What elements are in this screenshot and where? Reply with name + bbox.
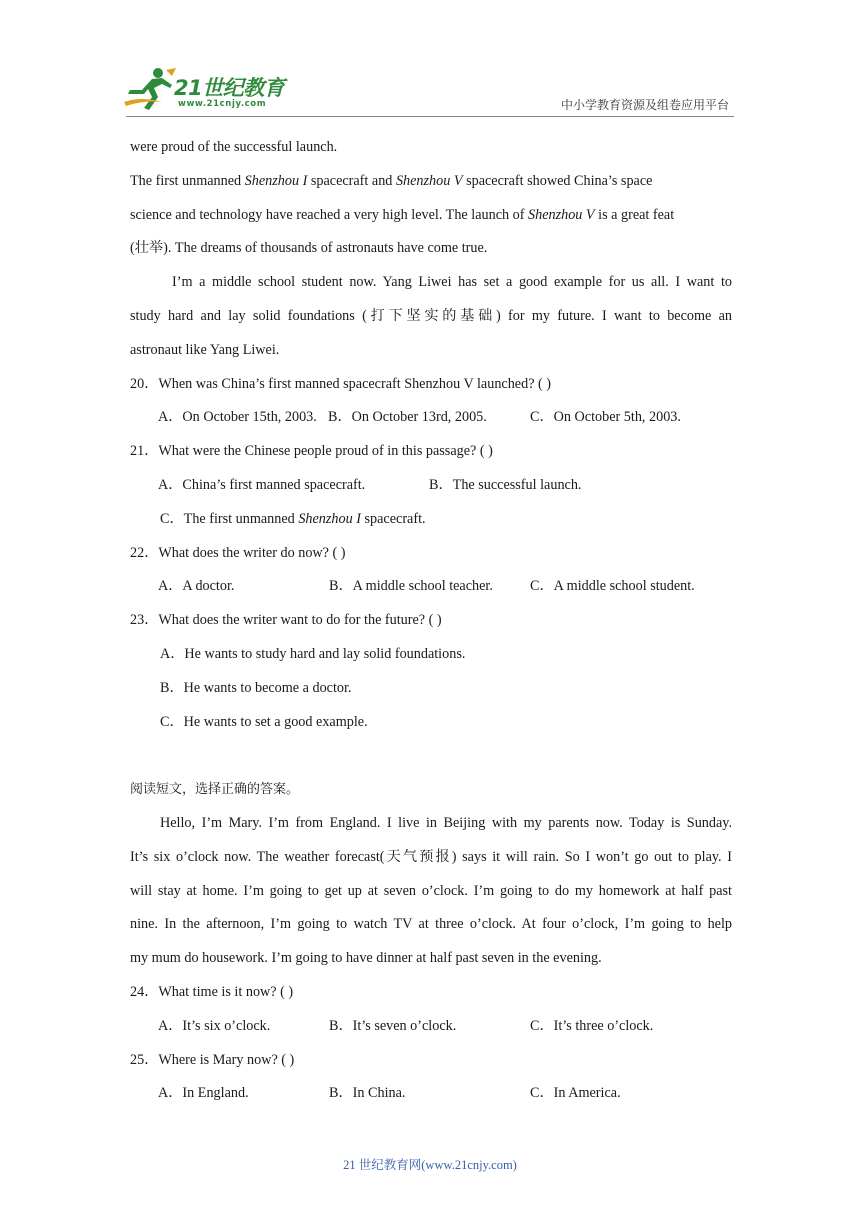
- header-platform-text: 中小学教育资源及组卷应用平台: [560, 98, 729, 112]
- option-c[interactable]: C．He wants to set a good example.: [160, 713, 368, 730]
- question-21-stem: 21．What were the Chinese people proud of in this passage? ( ): [130, 443, 493, 460]
- passage-line: my mum do housework. I’m going to have dinner at half past seven in the evening.: [130, 950, 602, 967]
- runner-logo-icon: [122, 66, 178, 112]
- section-instruction: 阅读短文，选择正确的答案。: [130, 782, 300, 798]
- document-body: [130, 136, 732, 1116]
- passage-line: study hard and lay solid foundations (打下坚实的基础) for my future. I want to become an: [130, 307, 732, 324]
- option-c[interactable]: C．A middle school student.: [530, 578, 695, 595]
- passage-line: nine. In the afternoon, I’m going to watch TV at three o’clock. At four o’clock, I’m going to help: [130, 916, 732, 933]
- passage-line: will stay at home. I’m going to get up at seven o’clock. I’m going to do my homework at half past: [130, 882, 732, 899]
- option-a[interactable]: A．China’s first manned spacecraft.: [158, 476, 366, 493]
- question-22-stem: 22．What does the writer do now? ( ): [130, 544, 346, 561]
- option-c[interactable]: C．In America.: [530, 1085, 621, 1102]
- option-a[interactable]: A．He wants to study hard and lay solid foundations.: [160, 645, 466, 662]
- passage-line: I’m a middle school student now. Yang Liwei has set a good example for us all. I want to: [172, 274, 732, 291]
- passage-line: Hello, I’m Mary. I’m from England. I live in Beijing with my parents now. Today is Sunday.: [160, 814, 732, 831]
- option-b[interactable]: B．The successful launch.: [429, 476, 582, 493]
- option-a[interactable]: A．A doctor.: [158, 578, 235, 595]
- passage-line: The first unmanned Shenzhou I spacecraft and Shenzhou V spacecraft showed China’s space: [130, 172, 653, 189]
- option-b[interactable]: B．It’s seven o’clock.: [329, 1017, 457, 1034]
- question-21-options: [130, 474, 732, 508]
- option-b[interactable]: B．He wants to become a doctor.: [160, 679, 352, 696]
- option-a[interactable]: A．On October 15th, 2003.: [158, 409, 317, 426]
- header-divider: [126, 116, 734, 117]
- question-23-stem: 23．What does the writer want to do for the future? ( ): [130, 612, 442, 629]
- question-22-options: [130, 575, 732, 609]
- question-24-options: [130, 1015, 732, 1049]
- option-b[interactable]: B．On October 13rd, 2005.: [328, 409, 487, 426]
- option-b[interactable]: B．In China.: [329, 1085, 406, 1102]
- passage-line: It’s six o’clock now. The weather forecast(天气预报) says it will rain. So I won’t go out to play. I: [130, 848, 732, 865]
- site-logo: [122, 66, 292, 114]
- question-20-options: [130, 406, 732, 440]
- question-20-stem: 20．When was China’s first manned spacecraft Shenzhou V launched? ( ): [130, 375, 552, 392]
- option-c[interactable]: C．On October 5th, 2003.: [530, 409, 681, 426]
- blank-line: [130, 744, 732, 778]
- question-25-options: [130, 1082, 732, 1116]
- page-footer[interactable]: 21 世纪教育网(www.21cnjy.com): [343, 1158, 517, 1172]
- option-a[interactable]: A．In England.: [158, 1085, 249, 1102]
- logo-url: www.21cnjy.com: [178, 99, 267, 109]
- passage-line: (壮举). The dreams of thousands of astronauts have come true.: [130, 240, 488, 257]
- question-25-stem: 25．Where is Mary now? ( ): [130, 1051, 295, 1068]
- passage-line: were proud of the successful launch.: [130, 139, 338, 155]
- logo-text: 21世纪教育: [174, 76, 285, 100]
- option-b[interactable]: B．A middle school teacher.: [329, 578, 493, 595]
- page-header: [0, 0, 860, 125]
- option-c[interactable]: C．It’s three o’clock.: [530, 1017, 654, 1034]
- option-a[interactable]: A．It’s six o’clock.: [158, 1017, 271, 1034]
- passage-line: astronaut like Yang Liwei.: [130, 341, 280, 358]
- passage-line: science and technology have reached a very high level. The launch of Shenzhou V is a great feat: [130, 206, 675, 223]
- option-c[interactable]: C．The first unmanned Shenzhou I spacecraft.: [160, 510, 426, 527]
- question-24-stem: 24．What time is it now? ( ): [130, 983, 294, 1000]
